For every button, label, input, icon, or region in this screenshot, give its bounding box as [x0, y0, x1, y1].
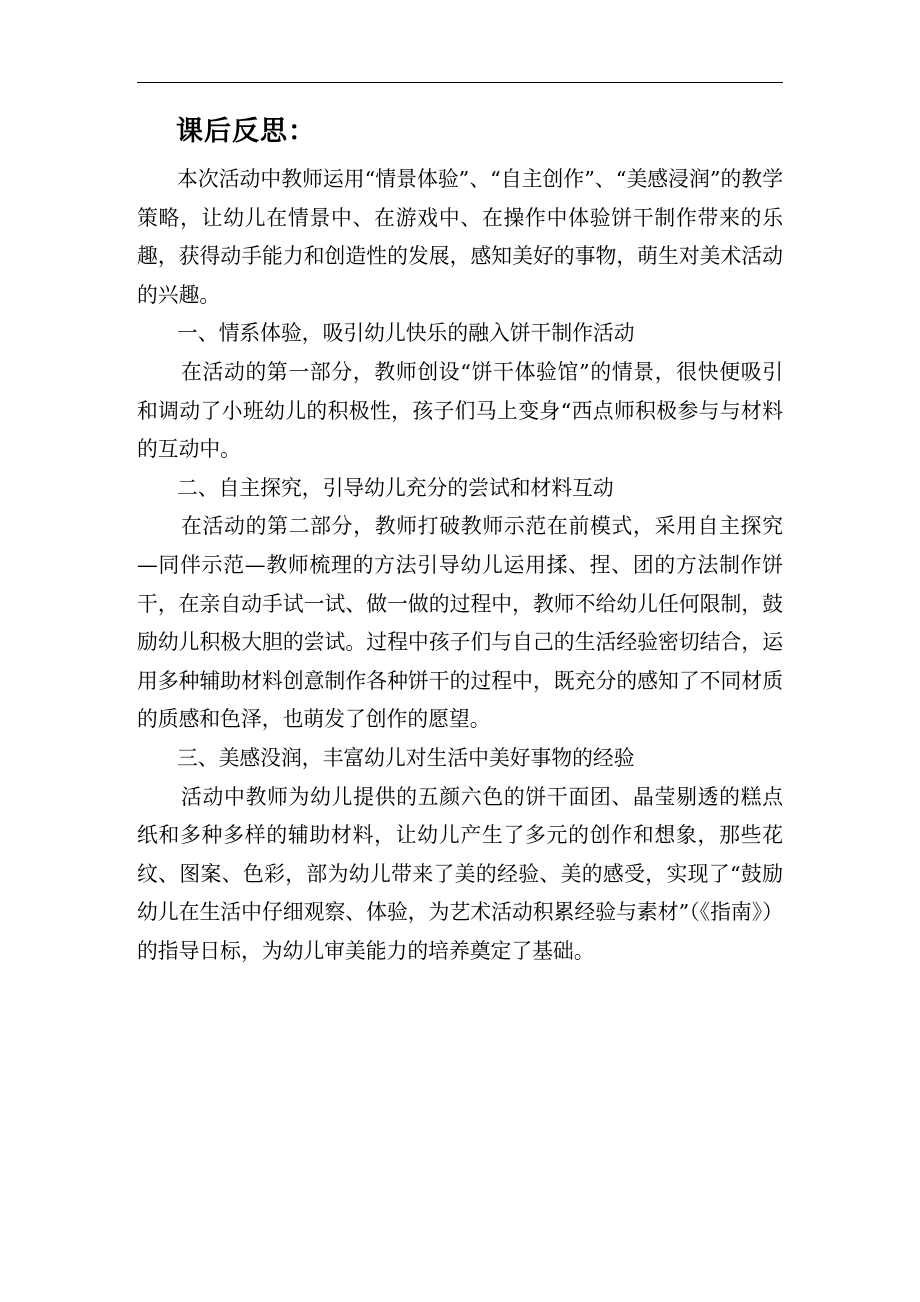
section-heading-2: 二、自主探究，引导幼儿充分的尝试和材料互动 [177, 475, 614, 500]
page-title: 课后反思： [176, 116, 316, 147]
document-body [137, 110, 783, 970]
header-rule [137, 82, 783, 83]
section-body-3: 活动中教师为幼儿提供的五颜六色的饼干面团、晶莹剔透的糕点纸和多种多样的辅助材料，让幼儿产生了多元的创作和想象，那些花纹、图案、色彩，部为幼儿带来了美的经验、美的感受，实现了“鼓励幼儿在生活中仔细观察、体验，为艺术活动积累经验与素材”（《指南》）的指导日标，为幼儿审美能力的培养奠定了基础。 [137, 784, 783, 963]
section-body-2: 在活动的第二部分，教师打破教师示范在前模式，采用自主探究—同伴示范—教师梳理的方法引导幼儿运用揉、捏、团的方法制作饼干，在亲自动手试一试、做一做的过程中，教师不给幼儿任何限制，鼓励幼儿积极大胆的尝试。过程中孩子们与自己的生活经验密切结合，运用多种辅助材料创意制作各种饼干的过程中，既充分的感知了不同材质的质感和色泽，也萌发了创作的愿望。 [137, 514, 783, 732]
section-heading-1: 一、情系体验，吸引幼儿快乐的融入饼干制作活动 [177, 321, 635, 346]
section-body-1: 在活动的第一部分，教师创设“饼干体验馆”的情景，很快便吸引和调动了小班幼儿的积极性，孩子们马上变身“西点师积极参与与材料的互动中。 [137, 359, 783, 462]
intro-paragraph: 本次活动中教师运用“情景体验”、“自主创作”、“美感浸润”的教学策略，让幼儿在情景中、在游戏中、在操作中体验饼干制作带来的乐趣，获得动手能力和创造性的发展，感知美好的事物，萌生对美术活动的兴趣。 [137, 167, 783, 307]
section-heading-3: 三、美感没润，丰富幼儿对生活中美好事物的经验 [177, 745, 635, 770]
